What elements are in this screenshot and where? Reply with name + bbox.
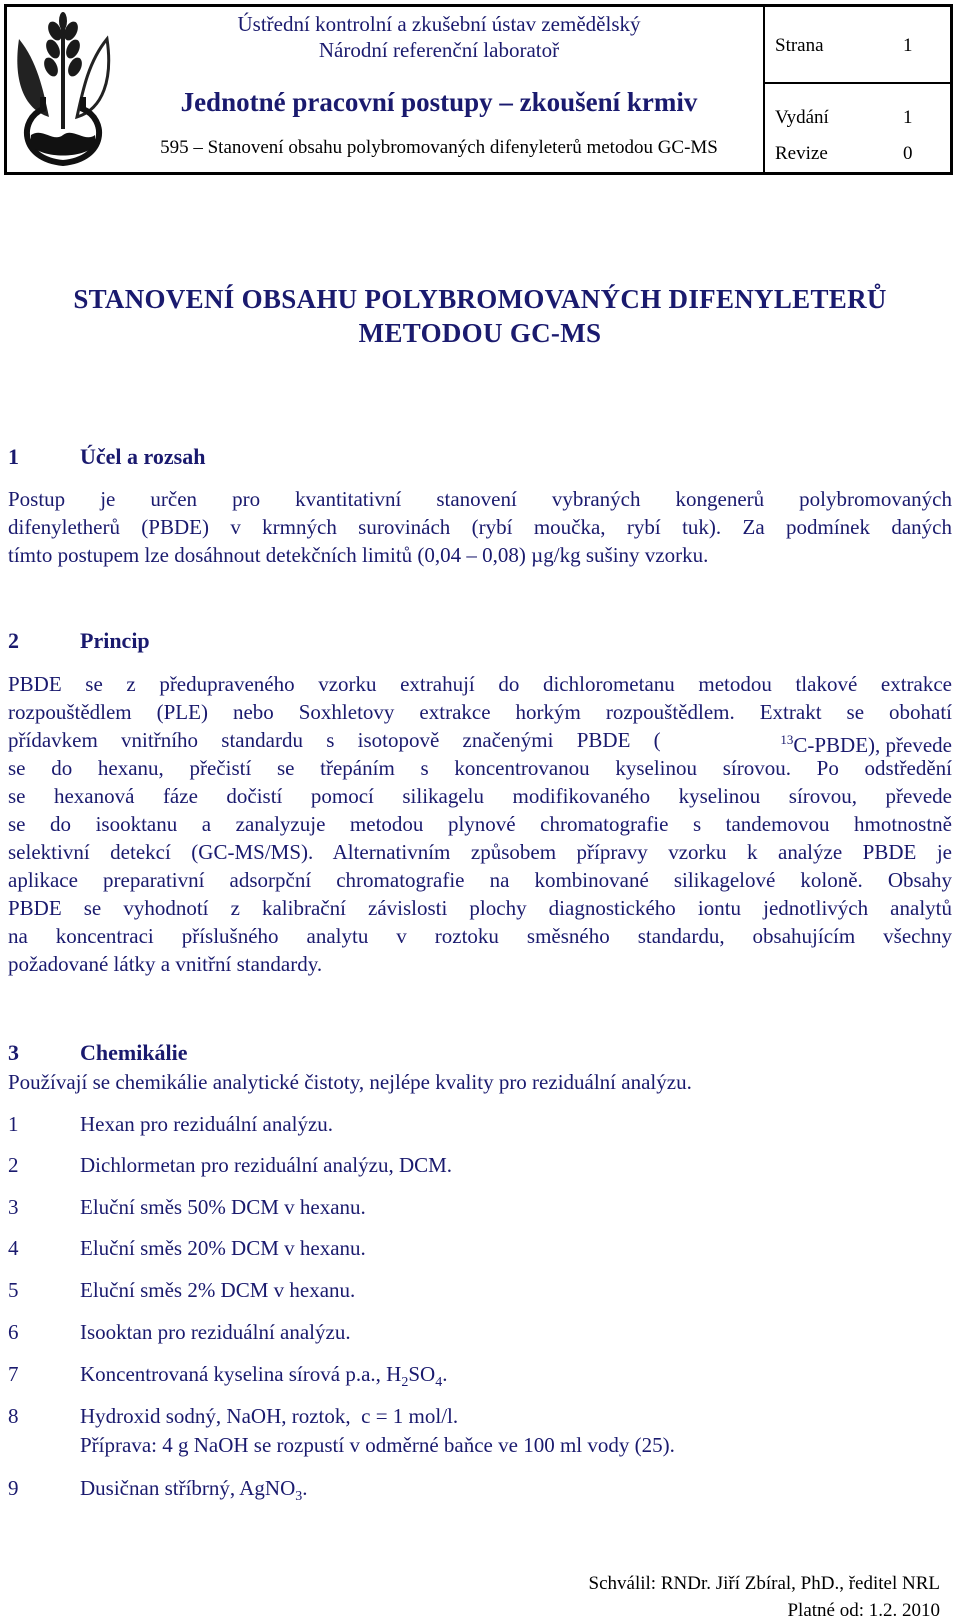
list-item-text: Hexan pro reziduální analýzu.: [80, 1112, 334, 1136]
paragraph-line-start: přídavkem vnitřního standardu s isotopově značenými PBDE (: [8, 728, 661, 752]
paragraph-line: požadované látky a vnitřní standardy.: [8, 952, 323, 976]
paragraph-line: rozpouštědlem (PLE) nebo Soxhletovy extrakce horkým rozpouštědlem. Extrakt se obohatí: [8, 700, 952, 724]
list-item: [8, 1362, 447, 1391]
section-1-paragraph: [8, 485, 952, 569]
paragraph-line: na koncentraci příslušného analytu v roztoku směsného standardu, obsahujícím všechny: [8, 924, 952, 948]
list-item-text: Eluční směs 2% DCM v hexanu.: [80, 1278, 356, 1302]
section-number: 3: [8, 1040, 19, 1065]
list-item-text: Koncentrovaná kyselina sírová p.a., H: [80, 1362, 402, 1386]
paragraph-line: Postup je určen pro kvantitativní stanovení vybraných kongenerů polybromovaných: [8, 487, 952, 511]
list-item-text-tail: SO: [408, 1362, 436, 1386]
list-item-number: 9: [8, 1476, 19, 1500]
paragraph-line-end: [780, 726, 952, 757]
section-3-intro: Používají se chemikálie analytické čistoty, nejlépe kvality pro reziduální analýzu.: [8, 1070, 692, 1094]
list-item: [8, 1476, 307, 1505]
paragraph-line-tail: C-PBDE), převede: [793, 733, 952, 757]
section-2-paragraph: [8, 670, 952, 978]
list-item-number: 5: [8, 1278, 19, 1302]
method-name: 595 – Stanovení obsahu polybromovaných difenyleterů metodou GC-MS: [160, 137, 718, 158]
document-title-line1: STANOVENÍ OBSAHU POLYBROMOVANÝCH DIFENYLETERŮ: [73, 284, 887, 314]
subscript: 3: [295, 1489, 303, 1505]
header-divider: [763, 7, 765, 172]
section-heading-1: [8, 444, 205, 470]
paragraph-line: difenyletherů (PBDE) v krmných surovinách (rybí moučka, rybí tuk). Za podmínek daných: [8, 515, 952, 539]
footer-approved: Schválil: RNDr. Jiří Zbíral, PhD., ředitel NRL: [588, 1573, 940, 1594]
list-item: [8, 1320, 351, 1345]
footer-valid-from: Platné od: 1.2. 2010: [787, 1600, 940, 1621]
paragraph-line: tímto postupem lze dosáhnout detekčních limitů (0,04 – 0,08) µg/kg sušiny vzorku.: [8, 543, 709, 567]
list-item: [8, 1195, 366, 1220]
list-item-text: Isooktan pro reziduální analýzu.: [80, 1320, 351, 1344]
ukzuz-logo-icon: [13, 9, 113, 171]
edition-value: 1: [903, 107, 913, 128]
list-item-number: 8: [8, 1404, 19, 1428]
list-item-text: Dichlormetan pro reziduální analýzu, DCM.: [80, 1153, 453, 1177]
page-label: Strana: [775, 35, 824, 56]
list-item-number: 2: [8, 1153, 19, 1177]
list-item: [8, 1236, 366, 1261]
edition-label: Vydání: [775, 107, 829, 128]
list-item-text-end: .: [302, 1476, 308, 1500]
institution-name: Ústřední kontrolní a zkušební ústav zemědělský: [237, 12, 641, 36]
isotope-superscript: 13: [780, 732, 794, 747]
list-item-number: 6: [8, 1320, 19, 1344]
paragraph-line: aplikace preparativní adsorpční chromatografie na kombinované silikagelové koloně. Obsahy: [8, 868, 952, 892]
laboratory-name: Národní referenční laboratoř: [318, 38, 560, 62]
paragraph-line: se hexanová fáze dočistí pomocí silikagelu modifikovaného kyselinou sírovou, převede: [8, 784, 952, 808]
list-item: [8, 1153, 452, 1178]
paragraph-line: se do isooktanu a zanalyzuje metodou plynové chromatografie s tandemovou hmotnostně: [8, 812, 952, 836]
paragraph-line: PBDE se z předupraveného vzorku extrahují do dichlorometanu metodou tlakové extrakce: [8, 672, 952, 696]
list-item-text-end: .: [442, 1362, 448, 1386]
list-item-text: Dusičnan stříbrný, AgNO: [80, 1476, 296, 1500]
section-heading-3: [8, 1040, 188, 1066]
list-item: [8, 1278, 355, 1303]
header-divider-horizontal: [763, 82, 950, 84]
section-heading-2: [8, 628, 150, 654]
list-item-number: 7: [8, 1362, 19, 1386]
revision-label: Revize: [775, 143, 828, 164]
paragraph-line: selektivní detekcí (GC-MS/MS). Alternativním způsobem přípravy vzorku k analýze PBDE je: [8, 840, 952, 864]
revision-value: 0: [903, 143, 913, 164]
paragraph-line: se do hexanu, přečistí se třepáním s koncentrovanou kyselinou sírovou. Po odstředění: [8, 756, 952, 780]
list-item-number: 3: [8, 1195, 19, 1219]
document-header: [4, 4, 953, 175]
header-subtitle: Jednotné pracovní postupy – zkoušení krmiv: [180, 87, 698, 117]
list-item-number: 4: [8, 1236, 19, 1260]
section-number: 2: [8, 628, 19, 653]
subscript: 2: [401, 1375, 409, 1391]
document-title-line2: METODOU GC-MS: [358, 318, 602, 348]
list-item: [8, 1404, 458, 1429]
section-title: Chemikálie: [80, 1040, 188, 1065]
list-item-text: Eluční směs 20% DCM v hexanu.: [80, 1236, 366, 1260]
list-item-number: 1: [8, 1112, 19, 1136]
list-item-continuation: Příprava: 4 g NaOH se rozpustí v odměrné baňce ve 100 ml vody (25).: [80, 1433, 675, 1457]
list-item-text: Hydroxid sodný, NaOH, roztok, c = 1 mol/l.: [80, 1404, 459, 1428]
list-item-text: Eluční směs 50% DCM v hexanu.: [80, 1195, 366, 1219]
subscript: 4: [435, 1375, 443, 1391]
section-title: Princip: [80, 628, 150, 653]
paragraph-line: [8, 726, 952, 757]
list-item: [8, 1112, 333, 1137]
paragraph-line: PBDE se vyhodnotí z kalibrační závislosti plochy diagnostického iontu jednotlivých analytů: [8, 896, 952, 920]
section-number: 1: [8, 444, 19, 469]
page-value: 1: [903, 35, 913, 56]
section-title: Účel a rozsah: [80, 444, 206, 469]
